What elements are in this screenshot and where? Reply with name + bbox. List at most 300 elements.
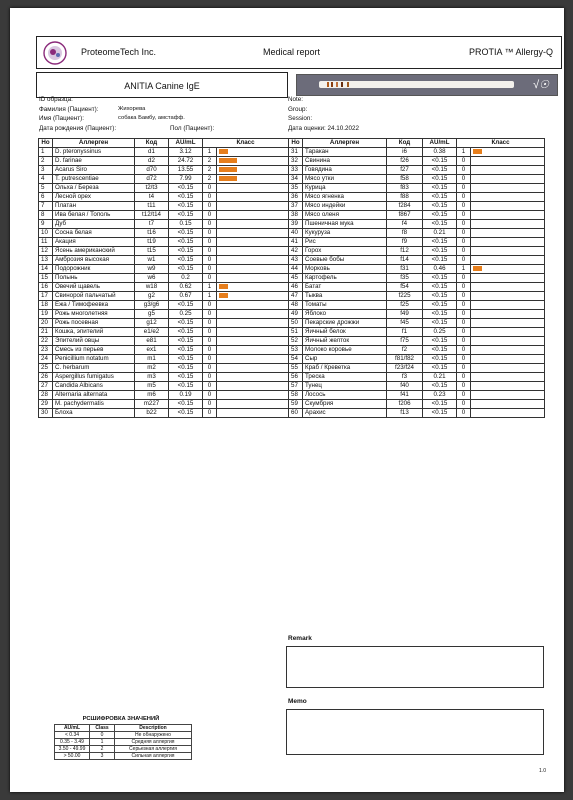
dob-row	[39, 124, 279, 134]
table-row	[39, 364, 289, 373]
table-row	[39, 382, 289, 391]
table-row	[39, 157, 289, 166]
allergen-name: Амброзия высокая	[53, 256, 135, 265]
class-value: 0	[203, 220, 217, 229]
class-bar-cell	[217, 184, 289, 193]
table-row	[289, 400, 545, 409]
allergen-code: w9	[135, 265, 169, 274]
au-value: <0.15	[423, 301, 457, 310]
col-code: Код	[135, 139, 169, 148]
class-bar-cell	[471, 229, 545, 238]
table-row	[289, 301, 545, 310]
table-row	[289, 148, 545, 157]
col-no: Но	[39, 139, 53, 148]
au-value: <0.15	[423, 346, 457, 355]
allergen-name: Кошка, эпителий	[53, 328, 135, 337]
allergen-code: f31	[387, 265, 423, 274]
class-bar-cell	[471, 265, 545, 274]
allergen-code: m5	[135, 382, 169, 391]
class-bar-cell	[217, 256, 289, 265]
class-bar-cell	[217, 157, 289, 166]
row-number: 56	[289, 373, 303, 382]
class-bar-cell	[217, 400, 289, 409]
allergen-name: Яичный желток	[303, 337, 387, 346]
allergen-code: g3/g6	[135, 301, 169, 310]
col-au: AU/mL	[423, 139, 457, 148]
col-code: Код	[387, 139, 423, 148]
name-row	[39, 114, 279, 124]
row-number: 27	[39, 382, 53, 391]
class-bar-cell	[217, 274, 289, 283]
class-bar	[219, 158, 237, 163]
allergen-code: f12	[387, 247, 423, 256]
class-value: 1	[203, 148, 217, 157]
table-row	[39, 238, 289, 247]
class-bar-cell	[217, 409, 289, 418]
allergen-name: Сыр	[303, 355, 387, 364]
table-row	[289, 310, 545, 319]
class-bar-cell	[471, 346, 545, 355]
au-value: <0.15	[423, 292, 457, 301]
allergen-code: f41	[387, 391, 423, 400]
au-value: <0.15	[169, 301, 203, 310]
allergen-code: m2	[135, 364, 169, 373]
table-row	[39, 184, 289, 193]
allergen-name: Арахис	[303, 409, 387, 418]
legend-description: Серьезная аллергия	[115, 746, 192, 753]
company-name: ProteomeTech Inc.	[81, 47, 157, 57]
table-row	[289, 409, 545, 418]
class-bar	[473, 149, 482, 154]
class-bar-cell	[217, 319, 289, 328]
au-value: <0.15	[169, 364, 203, 373]
class-bar-cell	[217, 265, 289, 274]
table-row	[39, 355, 289, 364]
au-value: 0.2	[169, 274, 203, 283]
au-value: <0.15	[169, 229, 203, 238]
legend-description: Средняя аллергия	[115, 739, 192, 746]
class-bar-cell	[471, 400, 545, 409]
au-value: <0.15	[423, 238, 457, 247]
class-bar-cell	[217, 382, 289, 391]
table-row	[39, 409, 289, 418]
class-value: 0	[203, 355, 217, 364]
allergen-name: Рожь многолетняя	[53, 310, 135, 319]
class-bar-cell	[471, 310, 545, 319]
allergen-code: t19	[135, 238, 169, 247]
class-bar-cell	[217, 301, 289, 310]
allergen-name: Alternaria alternata	[53, 391, 135, 400]
name-value: собака Бамбу, амстафф.	[118, 115, 185, 121]
au-value: 7.99	[169, 175, 203, 184]
allergen-name: Мясо утки	[303, 175, 387, 184]
class-bar-cell	[217, 238, 289, 247]
table-row	[289, 265, 545, 274]
test-name: ANITIA Canine IgE	[36, 72, 288, 98]
table-row	[289, 211, 545, 220]
class-value: 0	[203, 373, 217, 382]
au-value: 0.21	[423, 373, 457, 382]
au-value: <0.15	[423, 157, 457, 166]
table-row	[39, 265, 289, 274]
row-number: 6	[39, 193, 53, 202]
class-value: 0	[203, 337, 217, 346]
product-name: PROTIA ™ Allergy-Q	[468, 47, 553, 57]
allergen-code: f225	[387, 292, 423, 301]
au-value: <0.15	[169, 238, 203, 247]
allergen-name: Эпителий овцы	[53, 337, 135, 346]
table-row	[39, 274, 289, 283]
table-row	[289, 193, 545, 202]
au-value: <0.15	[423, 382, 457, 391]
class-bar-cell	[471, 247, 545, 256]
class-bar-cell	[471, 328, 545, 337]
allergen-name: Ива белая / Тополь	[53, 211, 135, 220]
table-row	[289, 283, 545, 292]
table-header-row	[39, 139, 289, 148]
class-bar-cell	[217, 337, 289, 346]
allergen-name: Ежа / Тимофеевка	[53, 301, 135, 310]
row-number: 44	[289, 265, 303, 274]
row-number: 60	[289, 409, 303, 418]
col-class: Класс	[457, 139, 545, 148]
table-row	[39, 220, 289, 229]
row-number: 42	[289, 247, 303, 256]
allergen-code: f9	[387, 238, 423, 247]
allergen-name: Молоко коровье	[303, 346, 387, 355]
row-number: 49	[289, 310, 303, 319]
row-number: 17	[39, 292, 53, 301]
au-value: 0.19	[169, 391, 203, 400]
legend-title: РСШИФРОВКА ЗНАЧЕНИЙ	[82, 716, 160, 722]
class-bar-cell	[471, 409, 545, 418]
row-number: 22	[39, 337, 53, 346]
legend-table	[54, 724, 192, 760]
row-number: 12	[39, 247, 53, 256]
class-value: 0	[457, 202, 471, 211]
table-row	[289, 364, 545, 373]
row-number: 9	[39, 220, 53, 229]
class-bar-cell	[471, 274, 545, 283]
table-row	[289, 382, 545, 391]
allergen-code: f25	[387, 301, 423, 310]
allergen-code: f58	[387, 175, 423, 184]
au-value: <0.15	[169, 256, 203, 265]
class-value: 0	[457, 193, 471, 202]
row-number: 32	[289, 157, 303, 166]
au-value: <0.15	[169, 400, 203, 409]
class-bar-cell	[471, 292, 545, 301]
class-bar-cell	[217, 220, 289, 229]
class-bar	[473, 266, 482, 271]
class-bar-cell	[471, 184, 545, 193]
row-number: 43	[289, 256, 303, 265]
class-bar-cell	[471, 238, 545, 247]
row-number: 15	[39, 274, 53, 283]
class-value: 0	[457, 292, 471, 301]
row-number: 54	[289, 355, 303, 364]
class-value: 0	[203, 364, 217, 373]
class-value: 0	[203, 328, 217, 337]
row-number: 31	[289, 148, 303, 157]
row-number: 2	[39, 157, 53, 166]
allergen-code: t16	[135, 229, 169, 238]
class-value: 0	[457, 373, 471, 382]
class-value: 1	[203, 283, 217, 292]
row-number: 20	[39, 319, 53, 328]
row-number: 11	[39, 238, 53, 247]
allergen-name: Пшеничная мука	[303, 220, 387, 229]
allergen-name: Овечий щавель	[53, 283, 135, 292]
row-number: 18	[39, 301, 53, 310]
class-bar-cell	[217, 373, 289, 382]
allergen-code: f27	[387, 166, 423, 175]
allergen-code: m1	[135, 355, 169, 364]
allergen-code: f83	[387, 184, 423, 193]
class-bar	[219, 167, 237, 172]
class-value: 0	[457, 301, 471, 310]
legend-au-range: 0.35 - 3.49	[55, 739, 90, 746]
class-bar-cell	[471, 301, 545, 310]
class-value: 0	[457, 364, 471, 373]
row-number: 5	[39, 184, 53, 193]
au-value: <0.15	[423, 355, 457, 364]
allergen-name: Краб / Креветка	[303, 364, 387, 373]
au-value: <0.15	[423, 319, 457, 328]
allergen-name: Penicillium notatum	[53, 355, 135, 364]
allergen-code: d72	[135, 175, 169, 184]
allergen-code: f2	[387, 346, 423, 355]
class-value: 0	[203, 310, 217, 319]
strip-marker	[341, 82, 343, 87]
row-number: 35	[289, 184, 303, 193]
class-value: 2	[203, 166, 217, 175]
table-row	[289, 220, 545, 229]
class-bar	[219, 293, 228, 298]
class-bar-cell	[471, 364, 545, 373]
allergen-name: Сосна белая	[53, 229, 135, 238]
table-row	[39, 193, 289, 202]
row-number: 38	[289, 211, 303, 220]
au-value: <0.15	[423, 166, 457, 175]
allergen-name: M. pachydermatis	[53, 400, 135, 409]
table-row	[289, 373, 545, 382]
row-number: 14	[39, 265, 53, 274]
dob-label: Дата рождения (Пациент):	[39, 124, 117, 132]
au-value: <0.15	[423, 364, 457, 373]
row-number: 59	[289, 400, 303, 409]
allergen-name: Яблоко	[303, 310, 387, 319]
au-value: <0.15	[423, 274, 457, 283]
au-value: <0.15	[169, 373, 203, 382]
au-value: 24.72	[169, 157, 203, 166]
class-bar-cell	[471, 175, 545, 184]
class-bar-cell	[217, 148, 289, 157]
class-value: 0	[457, 247, 471, 256]
class-value: 2	[203, 157, 217, 166]
table-row	[289, 202, 545, 211]
legend-au-range: < 0.34	[55, 732, 90, 739]
table-row	[39, 319, 289, 328]
class-value: 0	[457, 328, 471, 337]
class-bar-cell	[217, 292, 289, 301]
row-number: 33	[289, 166, 303, 175]
table-row	[289, 256, 545, 265]
patient-info	[39, 95, 279, 133]
row-number: 25	[39, 364, 53, 373]
class-value: 0	[457, 211, 471, 220]
class-bar-cell	[217, 346, 289, 355]
class-value: 0	[457, 184, 471, 193]
row-number: 51	[289, 328, 303, 337]
allergen-name: Батат	[303, 283, 387, 292]
sample-id-label: ID образца:	[39, 96, 73, 103]
au-value: 0.23	[423, 391, 457, 400]
allergen-name: Таракан	[303, 148, 387, 157]
au-value: 13.55	[169, 166, 203, 175]
row-number: 39	[289, 220, 303, 229]
class-value: 0	[457, 310, 471, 319]
allergen-name: Блоха	[53, 409, 135, 418]
allergen-name: Мясо оленя	[303, 211, 387, 220]
au-value: <0.15	[423, 256, 457, 265]
row-number: 3	[39, 166, 53, 175]
class-value: 0	[203, 391, 217, 400]
class-value: 0	[203, 184, 217, 193]
class-value: 0	[203, 238, 217, 247]
class-bar-cell	[217, 355, 289, 364]
class-bar-cell	[471, 283, 545, 292]
row-number: 55	[289, 364, 303, 373]
class-value: 0	[457, 346, 471, 355]
au-value: 0.21	[423, 229, 457, 238]
session-info	[288, 95, 488, 133]
allergen-name: Лосось	[303, 391, 387, 400]
row-number: 10	[39, 229, 53, 238]
surname-label: Фамилия (Пациент):	[39, 105, 99, 113]
legend-class: 3	[90, 753, 115, 760]
table-row	[289, 229, 545, 238]
table-row	[289, 157, 545, 166]
allergen-code: t7	[135, 220, 169, 229]
allergen-code: f81/f82	[387, 355, 423, 364]
au-value: <0.15	[169, 382, 203, 391]
class-bar-cell	[217, 175, 289, 184]
allergen-code: f206	[387, 400, 423, 409]
row-number: 45	[289, 274, 303, 283]
class-value: 0	[457, 355, 471, 364]
allergen-name: Candida Albicans	[53, 382, 135, 391]
col-au: AU/mL	[169, 139, 203, 148]
memo-box	[286, 709, 544, 755]
allergen-name: Горох	[303, 247, 387, 256]
allergen-name: C. herbarum	[53, 364, 135, 373]
row-number: 52	[289, 337, 303, 346]
class-bar-cell	[471, 202, 545, 211]
class-value: 0	[457, 157, 471, 166]
allergen-name: Морковь	[303, 265, 387, 274]
page-number: 1.0	[539, 768, 546, 774]
class-value: 0	[457, 391, 471, 400]
class-bar-cell	[471, 382, 545, 391]
au-value: <0.15	[423, 247, 457, 256]
au-value: <0.15	[169, 247, 203, 256]
au-value: 0.38	[423, 148, 457, 157]
evaluation-date: Дата оценки: 24.10.2022	[288, 124, 359, 132]
table-row	[39, 283, 289, 292]
class-bar-cell	[471, 166, 545, 175]
table-row	[39, 211, 289, 220]
report-title: Medical report	[263, 47, 321, 57]
au-value: 3.12	[169, 148, 203, 157]
table-row	[289, 166, 545, 175]
allergen-code: f867	[387, 211, 423, 220]
table-row	[289, 247, 545, 256]
allergen-name: Треска	[303, 373, 387, 382]
au-value: 0.46	[423, 265, 457, 274]
au-value: <0.15	[169, 193, 203, 202]
class-value: 0	[203, 256, 217, 265]
class-value: 0	[203, 400, 217, 409]
legend-col-description: Description	[115, 725, 192, 732]
allergen-code: t12/t14	[135, 211, 169, 220]
allergen-code: f54	[387, 283, 423, 292]
row-number: 19	[39, 310, 53, 319]
class-value: 0	[457, 175, 471, 184]
allergen-code: f49	[387, 310, 423, 319]
class-value: 0	[457, 283, 471, 292]
allergen-code: ex1	[135, 346, 169, 355]
allergen-code: f23/f24	[387, 364, 423, 373]
table-row	[39, 175, 289, 184]
class-bar	[219, 149, 228, 154]
allergen-code: t4	[135, 193, 169, 202]
allergen-code: w6	[135, 274, 169, 283]
allergen-code: f45	[387, 319, 423, 328]
allergen-name: Картофель	[303, 274, 387, 283]
class-value: 0	[203, 409, 217, 418]
allergen-name: Яичный белок	[303, 328, 387, 337]
legend-class: 2	[90, 746, 115, 753]
results-table-left	[38, 138, 289, 418]
table-row	[39, 310, 289, 319]
name-label: Имя (Пациент):	[39, 115, 84, 122]
table-row	[39, 301, 289, 310]
au-value: 0.25	[423, 328, 457, 337]
allergen-name: Платан	[53, 202, 135, 211]
allergen-name: Говядина	[303, 166, 387, 175]
au-value: <0.15	[169, 202, 203, 211]
class-value: 0	[203, 301, 217, 310]
table-row	[39, 256, 289, 265]
allergen-code: f8	[387, 229, 423, 238]
note-label: Note:	[288, 96, 304, 103]
class-value: 0	[203, 265, 217, 274]
class-bar-cell	[471, 193, 545, 202]
table-row	[289, 391, 545, 400]
strip-marker	[327, 82, 329, 87]
allergen-code: f75	[387, 337, 423, 346]
test-strip-image	[296, 74, 558, 96]
sex-label: Пол (Пациент):	[170, 124, 215, 132]
class-value: 0	[457, 229, 471, 238]
row-number: 26	[39, 373, 53, 382]
table-row	[39, 247, 289, 256]
table-row	[39, 391, 289, 400]
class-bar-cell	[217, 328, 289, 337]
allergen-code: f26	[387, 157, 423, 166]
legend-row	[55, 732, 192, 739]
